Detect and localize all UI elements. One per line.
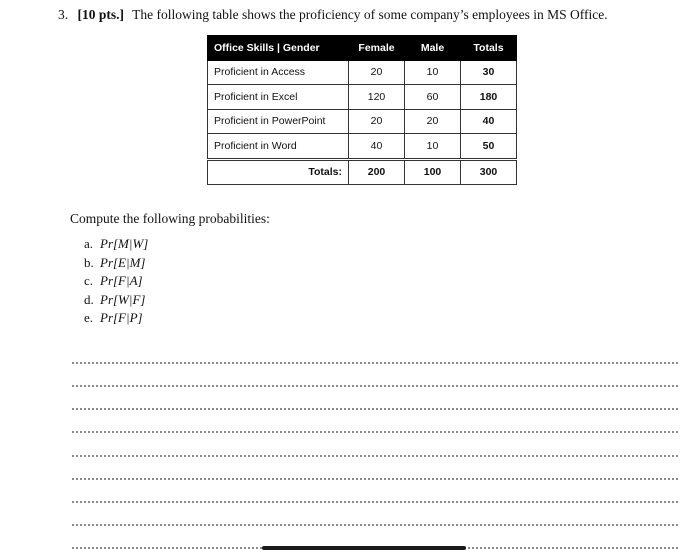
totals-grand: 300 xyxy=(461,159,517,185)
answer-line xyxy=(72,385,678,387)
totals-label: Totals: xyxy=(208,159,349,185)
header-female: Female xyxy=(349,36,405,61)
list-item xyxy=(84,291,148,310)
scrollbar-thumb[interactable] xyxy=(262,546,466,550)
header-totals: Totals xyxy=(461,36,517,61)
table-row xyxy=(208,85,517,110)
probability-list xyxy=(84,235,148,328)
list-item xyxy=(84,272,148,291)
skill-cell: Proficient in Access xyxy=(208,60,349,85)
male-cell: 60 xyxy=(405,85,461,110)
male-cell: 20 xyxy=(405,109,461,134)
table-header-row xyxy=(208,36,517,61)
compute-instructions: Compute the following probabilities: xyxy=(70,211,270,226)
table-row xyxy=(208,109,517,134)
skill-cell: Proficient in Word xyxy=(208,134,349,160)
male-cell: 10 xyxy=(405,134,461,160)
question-text: The following table shows the proficiency of some company’s employees in MS Office. xyxy=(132,7,608,22)
answer-line xyxy=(72,455,678,457)
total-cell: 50 xyxy=(461,134,517,160)
answer-line xyxy=(72,524,678,526)
answer-line xyxy=(72,501,678,503)
probability-expression: Pr[M|W] xyxy=(100,236,149,251)
question-header xyxy=(58,6,688,24)
total-cell: 40 xyxy=(461,109,517,134)
skill-cell: Proficient in Excel xyxy=(208,85,349,110)
item-letter: a. xyxy=(84,236,94,251)
totals-female: 200 xyxy=(349,159,405,185)
female-cell: 20 xyxy=(349,60,405,85)
totals-row xyxy=(208,159,517,185)
table-row xyxy=(208,60,517,85)
header-male: Male xyxy=(405,36,461,61)
item-letter: e. xyxy=(84,310,94,325)
question-points: [10 pts.] xyxy=(77,7,124,22)
list-item xyxy=(84,309,148,328)
table-row xyxy=(208,134,517,160)
probability-expression: Pr[W|F] xyxy=(100,291,146,307)
female-cell: 120 xyxy=(349,85,405,110)
male-cell: 10 xyxy=(405,60,461,85)
female-cell: 20 xyxy=(349,109,405,134)
list-item xyxy=(84,235,148,254)
female-cell: 40 xyxy=(349,134,405,160)
list-item xyxy=(84,254,148,273)
proficiency-table xyxy=(207,35,517,185)
item-letter: c. xyxy=(84,273,94,288)
header-skills: Office Skills | Gender xyxy=(208,36,349,61)
probability-expression: Pr[F|A] xyxy=(100,273,143,288)
answer-line xyxy=(72,362,678,364)
probability-expression: Pr[E|M] xyxy=(100,254,146,270)
totals-male: 100 xyxy=(405,159,461,185)
question-number: 3. xyxy=(58,7,69,22)
answer-line xyxy=(72,478,678,480)
item-letter: b. xyxy=(84,254,94,270)
total-cell: 30 xyxy=(461,60,517,85)
item-letter: d. xyxy=(84,291,94,307)
total-cell: 180 xyxy=(461,85,517,110)
skill-cell: Proficient in PowerPoint xyxy=(208,109,349,134)
answer-line xyxy=(72,408,678,410)
answer-line xyxy=(72,431,678,433)
probability-expression: Pr[F|P] xyxy=(100,310,143,325)
